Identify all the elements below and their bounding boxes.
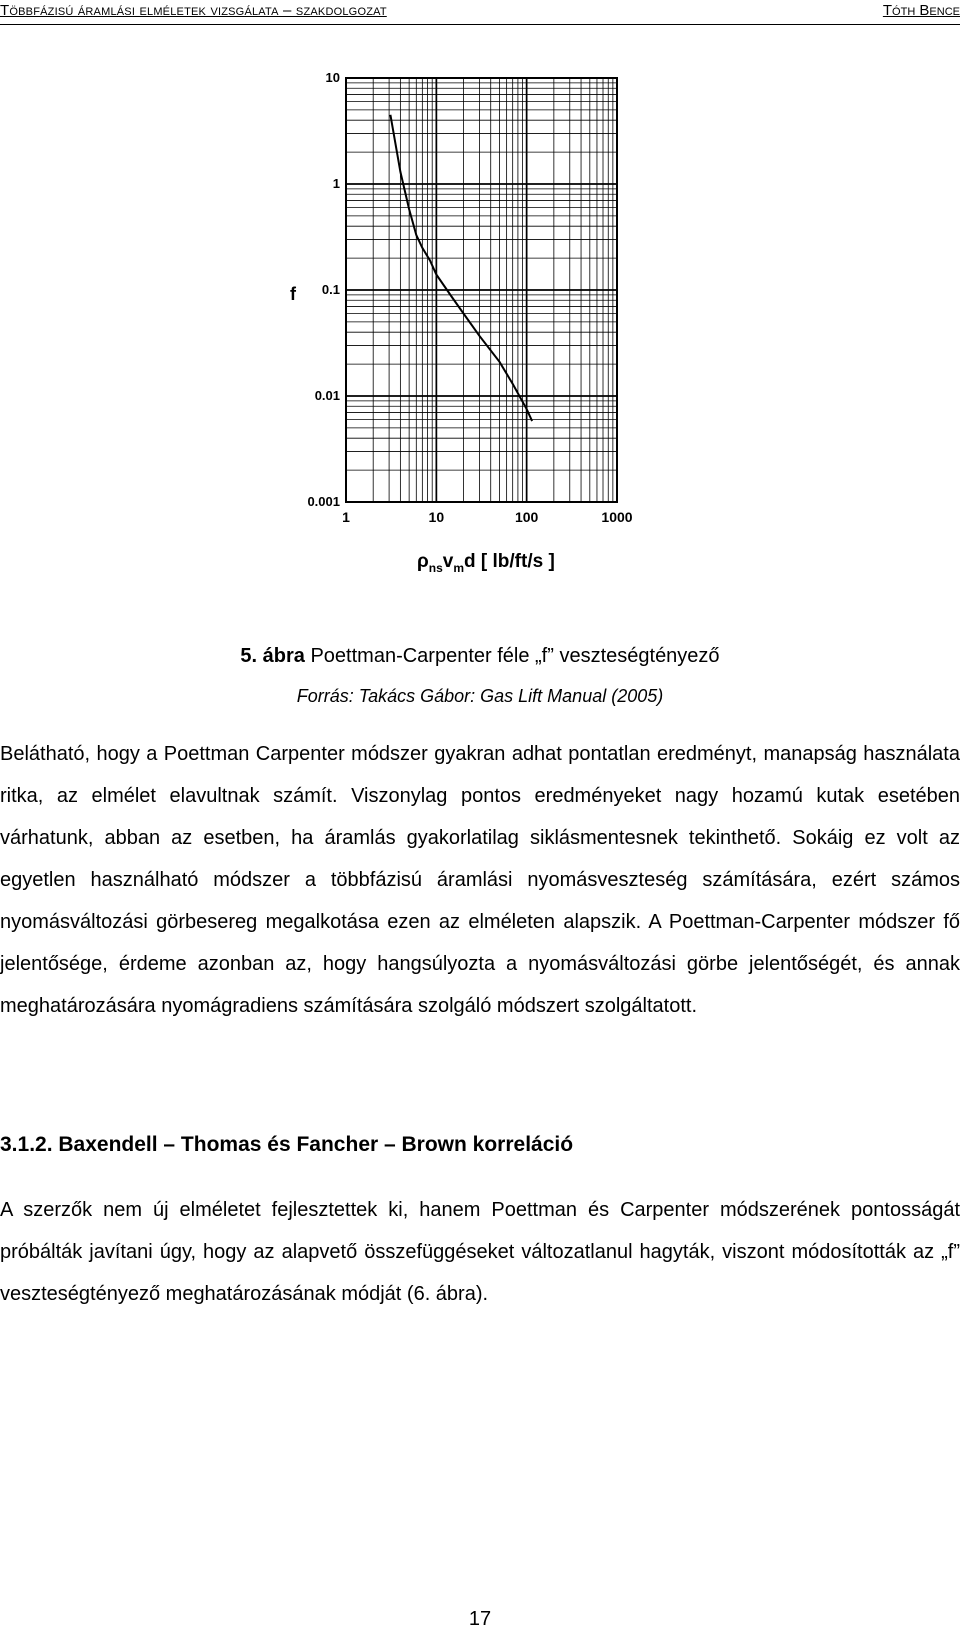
author-name: Tóth Bence xyxy=(882,2,960,19)
x-tick-label: 100 xyxy=(514,509,539,525)
y-tick-label: 0.1 xyxy=(321,282,340,297)
y-tick-label: 0.01 xyxy=(314,388,340,403)
document-title: Többfázisú áramlási elméletek vizsgálata – szakdolgozat xyxy=(0,2,387,19)
x-axis-label xyxy=(417,551,555,575)
paragraph-poettman-carpenter: Belátható, hogy a Poettman Carpenter módszer gyakran adhat pontatlan eredményt, manapság használata ritka, az elmélet elavultnak számít. Viszonylag pontos eredményeket nagy hozamú kutak esetében várhatunk, abban az esetben, ha áramlás gyakorlatilag siklásmentesnek tekinthető. Sokáig ez volt az egyetlen használható módszer a többfázisú áramlási nyomásveszteség számítására, ezért számos nyomásváltozási görbesereg megalkotása ezen az elméleten alapszik. A Poettman-Carpenter módszer fő jelentősége, érdeme azonban az, hogy hangsúlyozta a nyomásváltozási görbe jelentőségét, és annak meghatározására nyomágradiens számítására szolgáló módszert szolgáltatott. xyxy=(0,743,960,1017)
x-label-rho: ρ xyxy=(417,551,429,572)
section-heading: 3.1.2. Baxendell – Thomas és Fancher – Brown korreláció xyxy=(0,1133,574,1156)
x-label-rest: d [ lb/ft/s ] xyxy=(464,551,555,572)
paragraph-baxendell: A szerzők nem új elméletet fejlesztettek ki, hanem Poettman és Carpenter módszerének pontosságát próbálták javítani úgy, hogy az alapvető összefüggéseket változatlanul hagyták, viszont módosították az „f” veszteségtényező meghatározásának módját (6. ábra). xyxy=(0,1199,960,1305)
x-label-v: v xyxy=(442,551,454,572)
y-axis-label: f xyxy=(290,284,296,304)
y-tick-label: 1 xyxy=(332,176,340,191)
page-header xyxy=(0,0,960,25)
y-tick-label: 10 xyxy=(325,70,340,85)
page-number: 17 xyxy=(468,1608,492,1630)
x-tick-label: 1000 xyxy=(601,509,633,525)
friction-factor-chart xyxy=(290,62,670,612)
x-tick-label: 1 xyxy=(342,509,350,525)
figure-caption xyxy=(0,645,960,668)
y-tick-labels xyxy=(307,70,340,509)
chart-grid xyxy=(346,78,617,502)
figure-source: Forrás: Takács Gábor: Gas Lift Manual (2005) xyxy=(296,686,664,706)
figure-title: Poettman-Carpenter féle „f” veszteségtényező xyxy=(304,645,720,667)
y-tick-label: 0.001 xyxy=(307,494,340,509)
x-tick-label: 10 xyxy=(428,509,445,525)
x-label-sub-ns: ns xyxy=(428,561,443,575)
x-tick-labels xyxy=(342,509,633,525)
x-label-sub-m: m xyxy=(453,561,465,575)
figure-number: 5. ábra xyxy=(240,645,305,667)
friction-factor-curve xyxy=(390,115,532,421)
